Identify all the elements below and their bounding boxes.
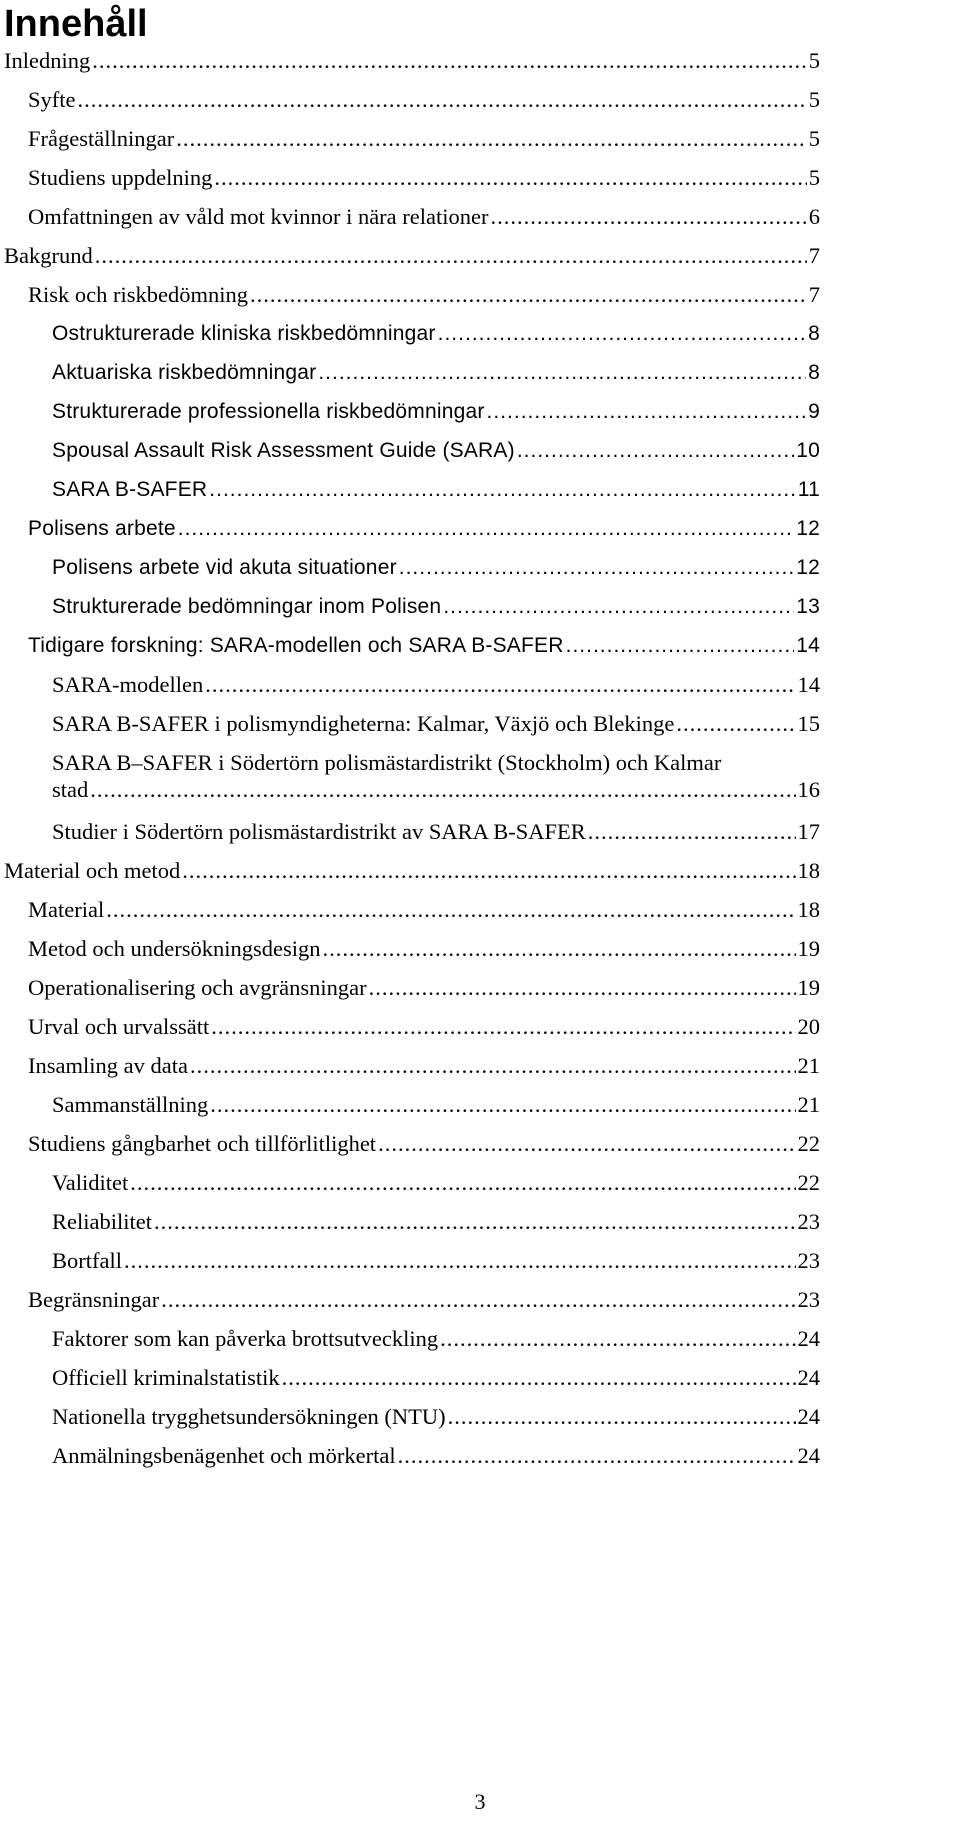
toc-entry[interactable] [52,707,820,741]
dot-leader [566,629,795,663]
toc-entry[interactable] [28,122,820,156]
toc-entry-page: 24 [797,1404,820,1429]
dot-leader [443,590,794,624]
toc-entry-page: 24 [797,1443,820,1468]
toc-entry[interactable] [52,590,820,624]
toc-entry-label: Spousal Assault Risk Assessment Guide (SARA) [52,439,515,462]
toc-entry-label: Omfattningen av våld mot kvinnor i nära relationer [28,204,489,229]
toc-entry[interactable] [4,44,820,78]
toc-entry[interactable] [28,200,820,234]
toc-entry-label: SARA B-SAFER [52,478,208,501]
dot-leader [106,893,795,927]
dot-leader [318,356,806,390]
toc-entry[interactable] [52,668,820,702]
toc-entry[interactable] [52,1361,820,1395]
dot-leader [398,1439,796,1473]
toc-entry-label: Material och metod [4,858,181,883]
dot-leader [176,122,807,156]
toc-entry-label: Validitet [52,1170,129,1195]
toc-entry-page: 11 [797,478,820,501]
toc-entry-page: 23 [797,1287,820,1312]
toc-entry-page: 18 [797,858,820,883]
dot-leader [130,1166,795,1200]
dot-leader [282,1361,796,1395]
toc-entry-page: 8 [808,361,820,384]
toc-entry[interactable] [52,1166,820,1200]
toc-entry[interactable] [52,434,820,468]
toc-entry[interactable] [28,1127,820,1161]
toc-entry-page: 13 [796,595,820,618]
toc-entry-page: 5 [808,165,820,190]
toc-entry-label: Material [28,897,105,922]
toc-entry-page: 18 [797,897,820,922]
dot-leader [209,473,796,507]
toc-entry-page: 19 [797,936,820,961]
toc-entry-label: Studiens uppdelning [28,165,213,190]
toc-entry-page: 9 [808,400,820,423]
page-title: Innehåll [4,3,148,45]
toc-entry[interactable] [4,239,820,273]
dot-leader [487,395,807,429]
toc-entry[interactable] [52,1088,820,1122]
toc-entry-page: 5 [808,126,820,151]
dot-leader [322,932,795,966]
dot-leader [490,200,806,234]
toc-entry[interactable] [28,1283,820,1317]
toc-entry-label: Nationella trygghetsundersökningen (NTU) [52,1404,446,1429]
toc-entry-page: 21 [797,1092,820,1117]
toc-entry[interactable] [52,1400,820,1434]
toc-entry[interactable] [28,161,820,195]
toc-entry[interactable] [52,317,820,351]
toc-entry-label: Metod och undersökningsdesign [28,936,321,961]
toc-entry[interactable] [28,971,820,1005]
toc-entry-label: Syfte [28,87,76,112]
toc-entry[interactable] [28,932,820,966]
toc-entry-label: stad [52,777,89,802]
toc-entry[interactable] [28,278,820,312]
dot-leader [399,551,794,585]
toc-entry-page: 23 [797,1248,820,1273]
toc-entry[interactable] [52,356,820,390]
dot-leader [448,1400,796,1434]
toc-entry-page: 23 [797,1209,820,1234]
toc-entry-label: Insamling av data [28,1053,188,1078]
dot-leader [92,44,807,78]
toc-entry[interactable] [28,893,820,927]
toc-entry-label: Anmälningsbenägenhet och mörkertal [52,1443,396,1468]
toc-entry[interactable] [52,551,820,585]
toc-entry[interactable] [52,1205,820,1239]
toc-entry-label: Aktuariska riskbedömningar [52,361,317,384]
toc-entry-label: Begränsningar [28,1287,160,1312]
toc-entry[interactable] [52,773,820,807]
toc-entry-page: 21 [797,1053,820,1078]
toc-entry-label: Strukturerade professionella riskbedömningar [52,400,485,423]
toc-entry[interactable] [28,83,820,117]
toc-entry-label: SARA B-SAFER i polismyndigheterna: Kalmar, Växjö och Blekinge [52,711,675,736]
toc-entry-label: Polisens arbete [28,517,176,540]
dot-leader [588,815,796,849]
toc-entry-label: Urval och urvalssätt [28,1014,210,1039]
toc-entry-label: Inledning [4,48,91,73]
toc-entry-page: 10 [796,439,820,462]
toc-entry-page: 8 [808,322,820,345]
toc-entry-page: 22 [797,1131,820,1156]
page-number: 3 [474,1789,486,1814]
toc-entry-page: 6 [808,204,820,229]
toc-entry-page: 15 [797,711,820,736]
toc-entry[interactable] [4,854,820,888]
toc-entry-page: 12 [796,556,820,579]
toc-entry[interactable] [52,1322,820,1356]
toc-entry-page: 14 [797,672,820,697]
toc-entry-page: 24 [797,1365,820,1390]
dot-leader [124,1244,796,1278]
toc-entry-label: Frågeställningar [28,126,175,151]
toc-entry-page: 24 [797,1326,820,1351]
toc-entry-page: 12 [796,517,820,540]
toc-entry-label: Studier i Södertörn polismästardistrikt av SARA B-SAFER [52,819,586,844]
toc-entry-label: Risk och riskbedömning [28,282,248,307]
dot-leader [178,512,794,546]
dot-leader [161,1283,795,1317]
dot-leader [205,668,795,702]
toc-entry[interactable] [52,473,820,507]
toc-entry[interactable] [28,629,820,663]
toc-entry-page: 20 [797,1014,820,1039]
dot-leader [211,1010,795,1044]
toc-entry-page: 16 [797,777,820,802]
toc-entry-label: Operationalisering och avgränsningar [28,975,367,1000]
toc-entry[interactable] [28,512,820,546]
toc-entry-label: Ostrukturerade kliniska riskbedömningar [52,322,436,345]
dot-leader [214,161,806,195]
toc-entry[interactable] [28,1049,820,1083]
toc-entry[interactable] [52,815,820,849]
dot-leader [369,971,796,1005]
dot-leader [378,1127,795,1161]
dot-leader [90,773,795,807]
toc-entry-page: 19 [797,975,820,1000]
dot-leader [154,1205,796,1239]
toc-entry-page: 17 [797,819,820,844]
toc-entry-page: 7 [808,282,820,307]
dot-leader [250,278,807,312]
toc-entry-label: Reliabilitet [52,1209,152,1234]
toc-entry-label: Bortfall [52,1248,122,1273]
dot-leader [78,83,807,117]
toc-entry-page: 22 [797,1170,820,1195]
toc-entry-label: Strukturerade bedömningar inom Polisen [52,595,442,618]
dot-leader [182,854,795,888]
toc-entry[interactable] [52,1244,820,1278]
dot-leader [438,317,806,351]
toc-entry-page: 7 [808,243,820,268]
toc-entry-label: Bakgrund [4,243,93,268]
dot-leader [190,1049,796,1083]
toc-entry[interactable] [52,1439,820,1473]
toc-entry-label: Sammanställning [52,1092,209,1117]
dot-leader [517,434,794,468]
toc-entry-page: 5 [808,87,820,112]
toc-entry-label: Studiens gångbarhet och tillförlitlighet [28,1131,377,1156]
dot-leader [210,1088,795,1122]
toc-entry[interactable] [28,1010,820,1044]
dot-leader [440,1322,795,1356]
toc-entry-label: Tidigare forskning: SARA-modellen och SARA B-SAFER [28,634,564,657]
toc-entry-page: 5 [808,48,820,73]
toc-entry-label: Polisens arbete vid akuta situationer [52,556,397,579]
toc-entry-page: 14 [796,634,820,657]
toc-entry-label: SARA-modellen [52,672,204,697]
dot-leader [676,707,795,741]
toc-entry[interactable] [52,395,820,429]
toc-entry-label-first-line: SARA B–SAFER i Södertörn polismästardistrikt (Stockholm) och Kalmar [52,750,722,775]
toc-entry-label: Faktorer som kan påverka brottsutveckling [52,1326,439,1351]
toc-entry-label: Officiell kriminalstatistik [52,1365,280,1390]
dot-leader [95,239,807,273]
